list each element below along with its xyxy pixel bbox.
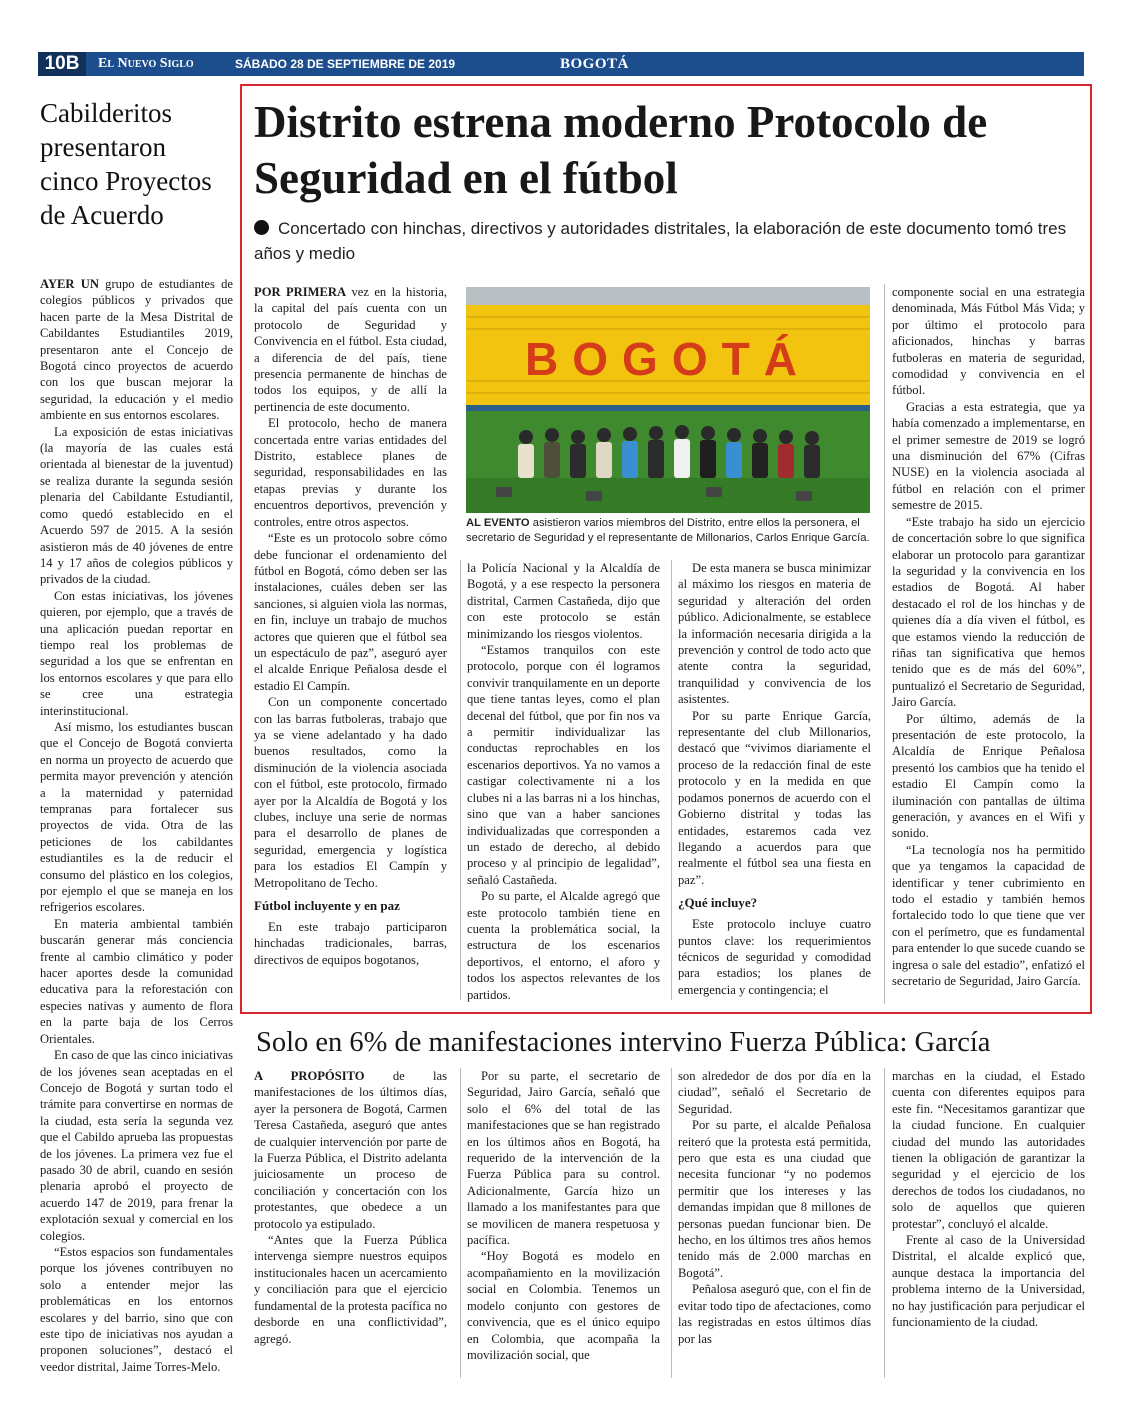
- page-number: 10B: [38, 52, 86, 76]
- column-rule: [884, 1068, 885, 1378]
- main-column-2: [467, 560, 660, 1000]
- paragraph: El protocolo, hecho de manera concertada entre varias entidades del Distrito, establece planes de seguridad, responsabilidades en las etapas previas y durante los encuentros deportivos, prevención y controles, entre otros aspectos.: [254, 416, 447, 529]
- lead-in: A PROPÓSITO: [254, 1069, 365, 1083]
- section-name: BOGOTÁ: [560, 56, 629, 72]
- page-header: [38, 52, 1084, 76]
- paragraph: “La tecnología nos ha permitido que ya tengamos la capacidad de identificar y tener cubrimiento en todo el estadio y también hemos fortalecido todo lo que tiene que ver con el perímetro, que es fundamental para entender lo que sucede cuando se ingresa o sale del estadio”, enfatizó el secretario de Seguridad, Jairo García.: [892, 842, 1086, 989]
- second-column-3: [678, 1068, 871, 1378]
- paragraph: Este protocolo incluye cuatro puntos clave: los requerimientos técnicos de seguridad y comodidad para estadios; los planes de emergencia y contingencia; el: [678, 917, 871, 997]
- sidebar-body: [40, 276, 233, 1374]
- second-headline: Solo en 6% de manifestaciones intervino Fuerza Pública: García: [256, 1027, 991, 1058]
- column-rule: [884, 284, 885, 1004]
- column-rule: [671, 560, 672, 1000]
- paragraph: La exposición de estas iniciativas (la mayoría de las cuales está orientada al bienestar de la juventud) se realiza durante la segunda sesión plenaria del Cabildante Estudiantil, como quedó establecido en el Acuerdo 597 de 2015. A la sesión asistieron más de 40 jóvenes de entre 14 y 17 años de colegios públicos y privados de la ciudad.: [40, 424, 233, 587]
- column-rule: [460, 560, 461, 1000]
- paragraph: En este trabajo participaron hinchadas tradicionales, barras, directivos de equipos bogotanos,: [254, 920, 447, 967]
- lead-in: AYER UN: [40, 277, 99, 291]
- caption-text: asistieron varios miembros del Distrito, entre ellos la personera, el secretario de Seguridad y el representante de Millonarios, Carlos Enrique García.: [466, 517, 870, 544]
- paragraph: “Estamos tranquilos con este protocolo, porque con él logramos convivir tranquilamente en un deporte que tiene tantas leyes, como el plan decenal del fútbol, que por fin nos va a permitir individualizar las conductas reprochables en los escenarios deportivos. Ya no vamos a castigar colectivamente ni a los clubes ni a las barras ni a los hinchas, sino que van a haber sanciones individualizadas que corresponden a un estado de derecho, al debido proceso y al principio de legalidad”, señaló Castañeda.: [467, 643, 660, 887]
- paragraph: Po su parte, el Alcalde agregó que este protocolo también tiene en cuenta la problemática social, la estructura de los escenarios deportivos, el entorno, el aforo y todos los aspectos relevantes de los partidos.: [467, 889, 660, 1002]
- second-column-1: [254, 1068, 447, 1378]
- newspaper-name: El Nuevo Siglo: [98, 56, 194, 71]
- paragraph: A PROPÓSITO de las manifestaciones de los últimos días, ayer la personera de Bogotá, Carmen Teresa Castañeda, aseguró que antes de cualquier intervención por parte de la Fuerza Pública, el Distrito adelanta juiciosamente un proceso de conciliación y concertación con los protestantes, que obedece a un protocolo ya estipulado.: [254, 1069, 447, 1231]
- paragraph: “Este trabajo ha sido un ejercicio de concertación sobre lo que significa elaborar un protocolo para garantizar la seguridad y la convivencia en los estadios de Bogotá. Al haber destacado el rol de los hinchas y de quienes día a día viven el fútbol, es que estamos viendo la reducción de riñas tan significativa que hemos tenido que es de más del 60%”, puntualizó el Secretario de Seguridad, Jairo García.: [892, 514, 1085, 710]
- paragraph: AYER UN grupo de estudiantes de colegios públicos y privados que hacen parte de la Mesa Distrital de Cabildantes Estudiantiles 2019, presentaron ante el Concejo de Bogotá cinco proyectos de acuerdo con los que buscan mejorar la seguridad, la educación y el medio ambiente en sus entornos escolares.: [40, 277, 233, 423]
- paragraph: Con estas iniciativas, los jóvenes quieren, por ejemplo, que a través de una aplicación puedan reportar en tiempo real los problemas de seguridad a los que se enfrentan en los entornos escolares y que para ello se cree una estrategia interinstitucional.: [40, 588, 233, 718]
- second-column-4: [892, 1068, 1085, 1378]
- main-column-3: [678, 560, 871, 1000]
- paragraph: “Antes que la Fuerza Pública intervenga siempre nuestros equipos institucionales hacen un acercamiento y conciliación para que el ejercicio fundamental de la protesta pacífica no desborde en una conflictividad”, agregó.: [254, 1233, 447, 1346]
- sidebar-headline: Cabilderitos presentaron cinco Proyectos de Acuerdo: [40, 98, 212, 230]
- main-subtitle: [254, 216, 1084, 266]
- paragraph: son alrededor de dos por día en la ciudad”, señaló el Secretario de Seguridad.: [678, 1069, 871, 1116]
- column-rule: [460, 1068, 461, 1378]
- stadium-illustration: [466, 287, 870, 513]
- paragraph: “Estos espacios son fundamentales porque los jóvenes contribuyen no solo a entender mejor las problemáticas en los entornos escolares y del barrio, sino que con este tipo de iniciativas nos ayudan a proponen soluciones”, destacó el veedor distrital, Jaime Torres-Melo.: [40, 1244, 233, 1374]
- stadium-photo: [466, 287, 870, 513]
- paragraph: En materia ambiental también buscarán generar más conciencia frente al cambio climático y poder hacer aportes desde la comunidad educativa para la reforestación con especies nativas y aumento de flora en la parte baja de los Cerros Orientales.: [40, 916, 233, 1046]
- stadium-letters: BOGOTÁ: [525, 333, 811, 385]
- paragraph: Por su parte Enrique García, representante del club Millonarios, destacó que “vivimos diariamente el proceso de la redacción final de este protocolo y en la medida en que podamos ponernos de acuerdo con el Gobierno distrital y todas las entidades, estaremos cada vez llegando a acuerdos para que realmente el fútbol sea una fiesta en paz”.: [678, 708, 871, 887]
- paragraph: “Hoy Bogotá es modelo en acompañamiento en la movilización social en Colombia. Tenemos un modelo conjunto con gestores de convivencia, que es el único equipo en Colombia, que acompaña la movilización social, que: [467, 1249, 660, 1362]
- paragraph: Así mismo, los estudiantes buscan que el Concejo de Bogotá convierta en norma un proyecto de acuerdo que permita mayor prevención y atención a la maternidad y paternidad tempranas para fortalecer sus proyectos de vida. Otra de las peticiones de los cabildantes estudiantiles es la de reducir el consumo del plástico en los colegios, por ejemplo el que se maneja en los refrigerios escolares.: [40, 719, 233, 915]
- second-column-2: [467, 1068, 660, 1378]
- paragraph: componente social en una estrategia denominada, Más Fútbol Más Vida; y por último el protocolo para aficionados, hinchas y barras futboleras en materia de seguridad, comodidad y convivencia en el fútbol.: [892, 285, 1085, 398]
- paragraph: Frente al caso de la Universidad Distrital, el alcalde explicó que, aunque destaca la importancia del problema interno de la Universidad, no hay justificación para perjudicar el funcionamiento de la ciudad.: [892, 1233, 1085, 1330]
- photo-caption: [466, 516, 870, 545]
- paragraph: “Este es un protocolo sobre cómo debe funcionar el ordenamiento del fútbol en Bogotá, cómo deben ser las instalaciones, cuáles deben ser las sanciones, si alguien viola las normas, en fin, incluye un trabajo de muchos actores que quieren que el fútbol sea un espectáculo de paz”, aseguró ayer el alcalde Enrique Peñalosa desde el estadio El Campín.: [254, 531, 447, 693]
- issue-date: SÁBADO 28 DE SEPTIEMBRE DE 2019: [235, 57, 456, 71]
- paragraph: Peñalosa aseguró que, con el fin de evitar todo tipo de afectaciones, como las registradas en estos últimos días por las: [678, 1282, 871, 1346]
- main-column-1: [254, 284, 447, 1004]
- paragraph: Por su parte, el alcalde Peñalosa reiteró que la protesta está permitida, pero que esta es una ciudad que necesita funcionar “y no podemos permitir que los intereses y las demandas impidan que 8 millones de personas puedan funcionar bien. De hecho, en los últimos tres años hemos tenido más de 2.000 marchas en Bogotá”.: [678, 1118, 871, 1280]
- paragraph: marchas en la ciudad, el Estado cuenta con diferentes equipos para este fin. “Necesitamos garantizar que la ciudad funcione. En cualquier ciudad del mundo las autoridades tienen la obligación de garantizar la seguridad y el ejercicio de los derechos de todos los ciudadanos, no solo de aquellos que quieren protestar”, concluyó el alcalde.: [892, 1069, 1085, 1231]
- paragraph: De esta manera se busca minimizar al máximo los riesgos en materia de seguridad y alteración del orden público. Adicionalmente, se establece la información necesaria dirigida a la prevención y control de todo acto que atente contra la seguridad, tranquilidad y convivencia de los asistentes.: [678, 561, 871, 707]
- paragraph: En caso de que las cinco iniciativas de los jóvenes sean aceptadas en el Concejo de Bogotá y surtan todo el trámite para convertirse en normas de la ciudad, esta sería la segunda vez que el Cabildo aprueba las propuestas de los jóvenes. La primera vez fue el pasado 30 de abril, cuando en sesión plenaria aprobó el proyecto de acuerdo 147 de 2019, para frenar la explotación sexual y comercial en los colegios.: [40, 1048, 233, 1243]
- lead-in: POR PRIMERA: [254, 285, 347, 299]
- paragraph: Por último, además de la presentación de este protocolo, la Alcaldía de Enrique Peñalosa presentó los cambios que ha tenido el estadio El Campín como la iluminación con pantallas de última generación, y avances en el Wifi y sonido.: [892, 711, 1085, 841]
- column-rule: [671, 1068, 672, 1378]
- subtitle-text: Concertado con hinchas, directivos y autoridades distritales, la elaboración de este documento tomó tres años y medio: [254, 219, 1067, 263]
- paragraph: la Policía Nacional y la Alcaldía de Bogotá, y a ese respecto la personera distrital, Carmen Castañeda, dijo que con este protocolo se están minimizando los riesgos violentos.: [467, 561, 660, 641]
- main-column-4: [892, 284, 1085, 1004]
- bullet-icon: [254, 220, 269, 235]
- paragraph: POR PRIMERA vez en la historia, la capital del país cuenta con un protocolo de Seguridad y Convivencia en el fútbol. Esta ciudad, a diferencia de del país, tiene presencia permanente de hinchas de todos los equipos, y de allí la pertinencia de este documento.: [254, 285, 447, 414]
- subheading: Fútbol incluyente y en paz: [254, 898, 400, 914]
- main-headline: Distrito estrena moderno Protocolo de Seguridad en el fútbol: [254, 97, 988, 203]
- paragraph: Por su parte, el secretario de Seguridad, Jairo García, señaló que solo el 6% del total de las manifestaciones que se han registrado en los últimos años en Bogotá, ha requerido de la intervención de la Fuerza Pública para su control. Adicionalmente, García hizo un llamado a los manifestantes para que se movilicen de manera respetuosa y pacífica.: [467, 1069, 660, 1248]
- subheading: ¿Qué incluye?: [678, 895, 758, 911]
- caption-lead: AL EVENTO: [466, 517, 530, 529]
- paragraph: Con un componente concertado con las barras futboleras, trabajo que ya se viene adelantado y ha dado buenos resultados, como la disminución de la violencia asociada con el fútbol, este protocolo, firmado ayer por la Alcaldía de Bogotá y los clubes, incluye una serie de normas para el desarrollo de planes de seguridad, emergencia y logística para los estadios El Campín y Metropolitano de Techo.: [254, 695, 447, 890]
- paragraph: Gracias a esta estrategia, que ya había comenzado a implementarse, en el primer semestre de 2019 se logró una disminución del 67% (Cifras NUSE) en la violencia asociada al fútbol en relación con el primer semestre de 2015.: [892, 399, 1085, 513]
